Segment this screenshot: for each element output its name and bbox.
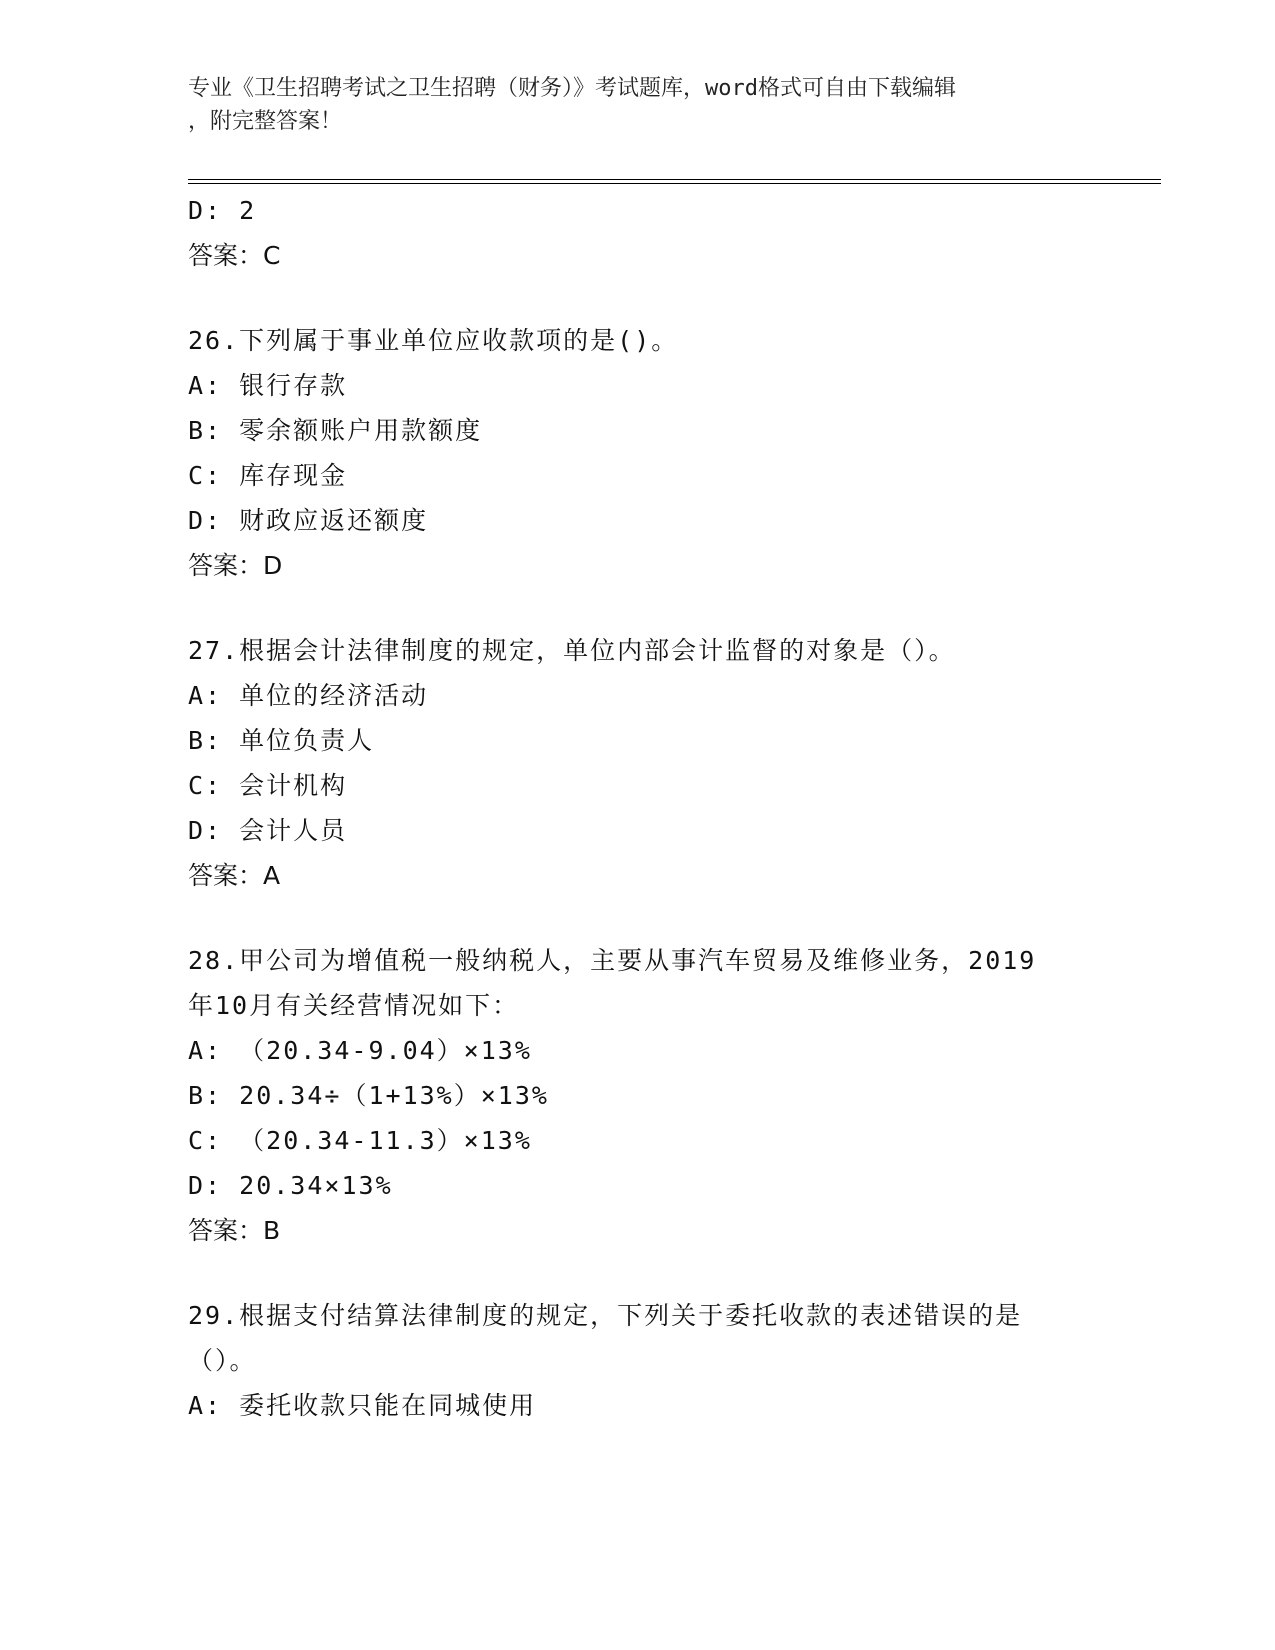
question-27 <box>188 633 1088 893</box>
option-b: B: 单位负责人 <box>188 726 375 755</box>
question-29 <box>188 1298 1088 1423</box>
spacer <box>188 903 1088 943</box>
answer-line: 答案：C <box>188 241 281 270</box>
header-divider-top <box>188 179 1161 180</box>
option-d: D: 会计人员 <box>188 816 348 845</box>
question-stem: 29.根据支付结算法律制度的规定，下列关于委托收款的表述错误的是 <box>188 1301 1023 1330</box>
question-stem: 28.甲公司为增值税一般纳税人，主要从事汽车贸易及维修业务，2019 <box>188 946 1037 975</box>
option-d: D: 20.34×13% <box>188 1171 393 1200</box>
question-stem-continued: 年10月有关经营情况如下： <box>188 991 520 1020</box>
option-b: B: 20.34÷（1+13%）×13% <box>188 1081 549 1110</box>
spacer <box>188 593 1088 633</box>
question-stem-continued: （）。 <box>188 1346 257 1375</box>
question-stem: 26.下列属于事业单位应收款项的是()。 <box>188 326 679 355</box>
question-list <box>188 193 1088 1433</box>
option-c: C: （20.34-11.3）×13% <box>188 1126 532 1155</box>
answer-line: 答案：D <box>188 551 283 580</box>
option-a: A: 委托收款只能在同城使用 <box>188 1391 537 1420</box>
header-title: 专业《卫生招聘考试之卫生招聘（财务）》考试题库，word格式可自由下载编辑 <box>188 76 956 101</box>
spacer <box>188 283 1088 323</box>
answer-line: 答案：B <box>188 1216 281 1245</box>
option-a: A: 银行存款 <box>188 371 348 400</box>
answer-line: 答案：A <box>188 861 281 890</box>
option-d: D: 财政应返还额度 <box>188 506 429 535</box>
option-b: B: 零余额账户用款额度 <box>188 416 483 445</box>
option-a: A: （20.34-9.04）×13% <box>188 1036 532 1065</box>
spacer <box>188 1258 1088 1298</box>
header-title-continued: ，附完整答案！ <box>188 109 343 134</box>
question-28 <box>188 943 1088 1248</box>
option-a: A: 单位的经济活动 <box>188 681 429 710</box>
page-header <box>188 72 1068 138</box>
option-c: C: 会计机构 <box>188 771 348 800</box>
header-divider-bottom <box>188 183 1161 184</box>
option-c: C: 库存现金 <box>188 461 348 490</box>
question-26 <box>188 323 1088 583</box>
question-stem: 27.根据会计法律制度的规定，单位内部会计监督的对象是（）。 <box>188 636 956 665</box>
option-d: D: 2 <box>188 196 257 225</box>
